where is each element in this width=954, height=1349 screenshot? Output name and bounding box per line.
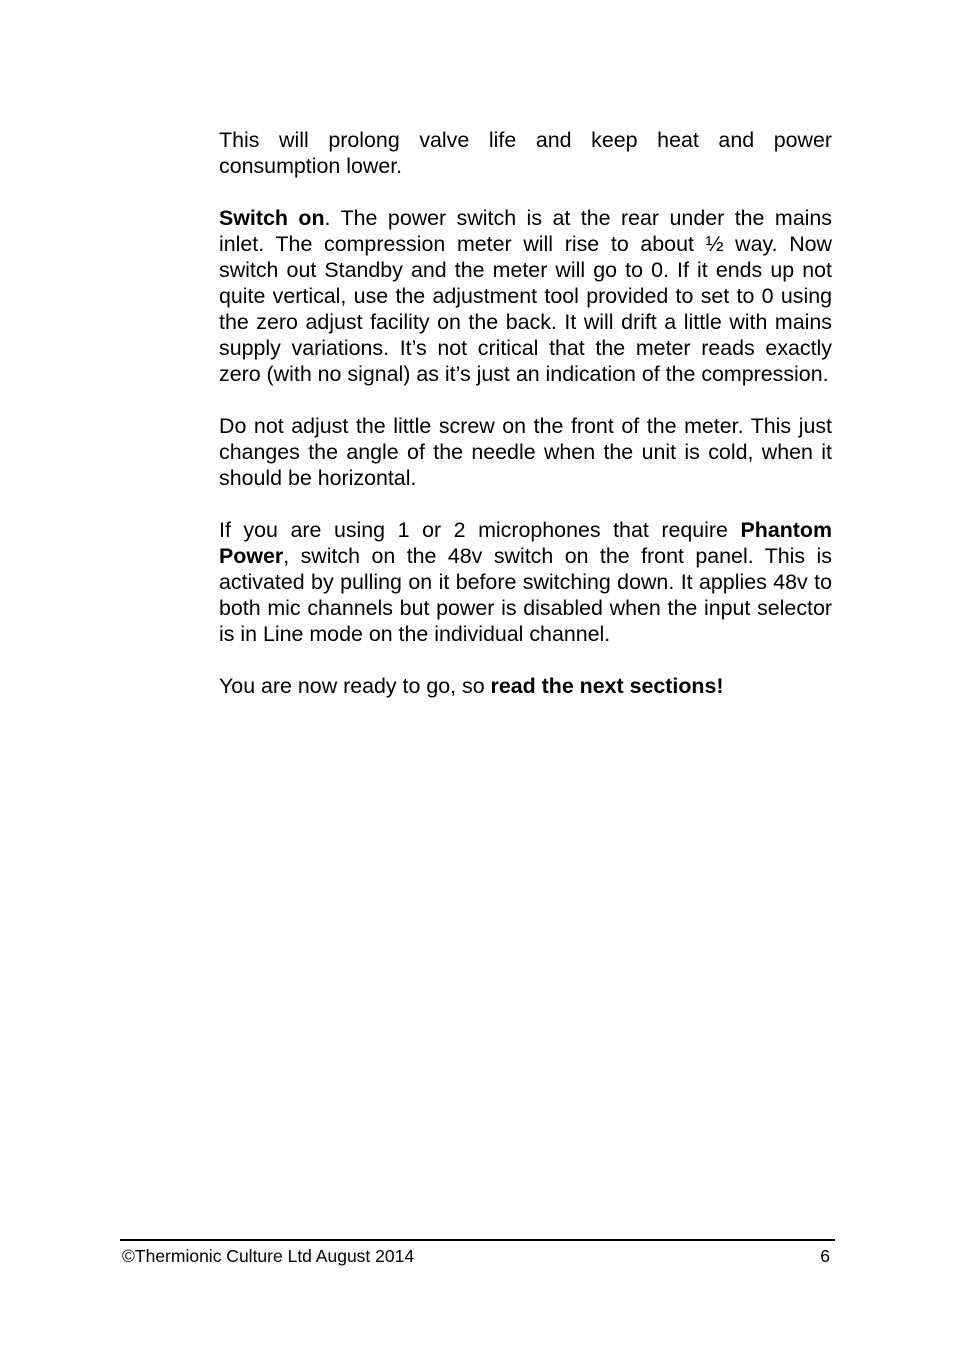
footer-divider: [120, 1239, 835, 1241]
paragraph-text: This will prolong valve life and keep heat and power consumption lower.: [219, 128, 832, 178]
phantom-power-emphasis: Phantom Power: [219, 518, 832, 568]
page-footer: [122, 1245, 830, 1267]
paragraph-text: Do not adjust the little screw on the front of the meter. This just changes the angle of the needle when the unit is cold, when it should be horizontal.: [219, 414, 832, 490]
paragraph-text: . The power switch is at the rear under the mains inlet. The compression meter will rise to about ½ way. Now switch out Standby and the meter will go to 0. If it ends up not quite vertical, use the adjustment tool provided to set to 0 using the zero adjust facility on the back. It will drift a little with mains supply variations. It’s not critical that the meter reads exactly zero (with no signal) as it’s just an indication of the compression.: [219, 206, 832, 386]
paragraph-valve-life: [219, 127, 832, 179]
paragraph-text: You are now ready to go, so: [219, 674, 491, 698]
paragraph-ready: [219, 673, 832, 699]
paragraph-phantom-power: [219, 517, 832, 647]
paragraph-switch-on: [219, 205, 832, 387]
paragraph-meter-screw: [219, 413, 832, 491]
paragraph-text: If you are using 1 or 2 microphones that require: [219, 518, 741, 542]
switch-on-heading: Switch on: [219, 206, 325, 230]
footer-copyright: ©Thermionic Culture Ltd August 2014: [122, 1246, 415, 1266]
paragraph-text: , switch on the 48v switch on the front panel. This is activated by pulling on it before switching down. It applies 48v to both mic channels but power is disabled when the input selector is in Line mode on the individual channel.: [219, 544, 832, 646]
main-content: [219, 127, 832, 725]
page-number: 6: [820, 1246, 830, 1266]
next-sections-emphasis: read the next sections!: [490, 674, 724, 698]
